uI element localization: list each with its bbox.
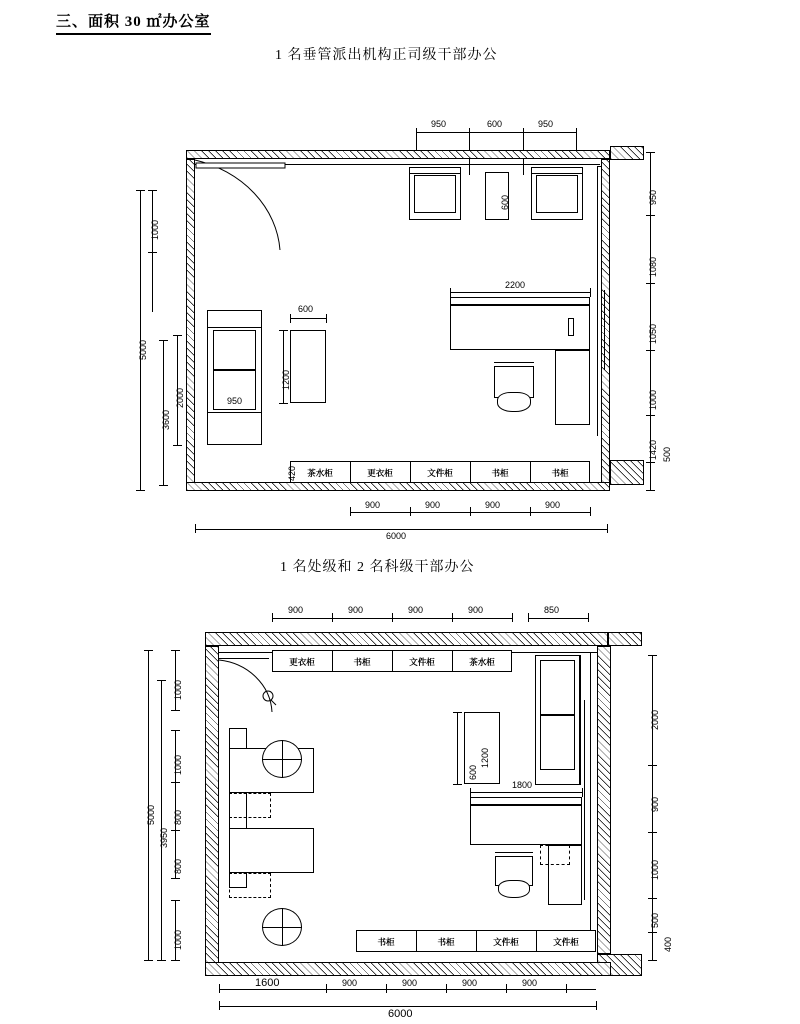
plan-1-left-dim-3600: 3600 (161, 409, 171, 430)
plan-2-cabinet-top-1: 更衣柜 (289, 657, 315, 667)
plan-1-top-dim-1: 950 (431, 119, 447, 129)
plan-2-top-dim-5: 850 (544, 605, 560, 615)
plan-2-annot-1800: 1800 (512, 780, 533, 790)
plan-2-cabinet-bottom-2: 书柜 (437, 937, 455, 947)
plan-2-bottom-dim-2: 900 (342, 978, 358, 988)
plan-2-left-dim-1: 1000 (173, 679, 183, 700)
plan-2-left-dim-4: 800 (173, 858, 183, 874)
plan-2-cabinet-bottom-3: 文件柜 (493, 937, 519, 947)
plan-2-left-dim-2: 1000 (173, 754, 183, 775)
plan-2-annot-1200: 1200 (480, 747, 490, 768)
plan-2-cabinet-bottom-1: 书柜 (377, 937, 395, 947)
plan-1-bottom-dim-1: 900 (365, 500, 381, 510)
plan-2-left-dim-3: 800 (173, 809, 183, 825)
plan-1-cabinet-5: 书柜 (551, 468, 569, 478)
plan-2-cabinet-top-3: 文件柜 (409, 657, 435, 667)
plan-1-bottom-dim-4: 900 (545, 500, 561, 510)
plan-2-overall-height: 5000 (146, 804, 156, 825)
plan-1-right-dim-3: 1050 (648, 323, 658, 344)
plan-1-top-dim-3: 950 (538, 119, 554, 129)
plan-2-bottom-dim-5: 900 (522, 978, 538, 988)
plan-2-cabinet-bottom-4: 文件柜 (553, 937, 579, 947)
plan-1-annot-950: 950 (227, 396, 243, 406)
plan-1-annot-600-b: 600 (298, 304, 314, 314)
plan-1-right-dim-4: 1000 (648, 389, 658, 410)
plan-2-left-dim-5: 1000 (173, 929, 183, 950)
page-title: 三、面积 30 ㎡办公室 (56, 10, 211, 35)
plan-2-right-dim-5: 400 (663, 936, 673, 952)
plan-2-caption: 1 名处级和 2 名科级干部办公 (280, 560, 475, 575)
plan-1-annot-420: 420 (287, 465, 297, 481)
plan-1-cabinet-4: 书柜 (491, 468, 509, 478)
plan-1-cabinet-3: 文件柜 (427, 468, 453, 478)
plan-1-bottom-dim-2: 900 (425, 500, 441, 510)
plan-2-annot-600: 600 (468, 764, 478, 780)
plan-2-right-dim-2: 900 (650, 796, 660, 812)
plan-1-left-dim-1000: 1000 (150, 219, 160, 240)
plan-1-left-dim-2000: 2000 (175, 387, 185, 408)
plan-1-right-dim-5: 1420 (648, 439, 658, 460)
plan-2-bottom-dim-4: 900 (462, 978, 478, 988)
plan-2-cabinet-top-2: 书柜 (353, 657, 371, 667)
plan-2-right-dim-3: 1000 (650, 859, 660, 880)
plan-2-left-dim-3950: 3950 (159, 827, 169, 848)
plan-1-bottom-dim-3: 900 (485, 500, 501, 510)
plan-2-top-dim-2: 900 (348, 605, 364, 615)
plan-2-top-dim-4: 900 (468, 605, 484, 615)
plan-2-cabinet-top-4: 茶水柜 (469, 657, 495, 667)
plan-1-right-dim-1: 950 (648, 189, 658, 205)
plan-2-right-dim-1: 2000 (650, 709, 660, 730)
plan-1-left-dim-5000: 5000 (138, 339, 148, 360)
plan-2-top-dim-1: 900 (288, 605, 304, 615)
plan-1-annot-1200: 1200 (281, 369, 291, 390)
plan-1-right-dim-2: 1080 (648, 256, 658, 277)
plan-2-right-dim-4: 500 (650, 912, 660, 928)
plan-1-caption: 1 名垂管派出机构正司级干部办公 (275, 48, 498, 63)
plan-1-cabinet-1: 茶水柜 (307, 468, 333, 478)
plan-2-bottom-dim-1: 1600 (255, 977, 280, 989)
plan-1-cabinet-2: 更衣柜 (367, 468, 393, 478)
plan-1-annot-600-a: 600 (500, 194, 510, 210)
plan-1-top-dim-2: 600 (487, 119, 503, 129)
plan-1-overall-width: 6000 (386, 531, 407, 541)
plan-2-overall-width: 6000 (388, 1008, 413, 1020)
plan-2-top-dim-3: 900 (408, 605, 424, 615)
plan-1-annot-2200: 2200 (505, 280, 526, 290)
plan-1-right-dim-6: 500 (662, 446, 672, 462)
plan-2-bottom-dim-3: 900 (402, 978, 418, 988)
